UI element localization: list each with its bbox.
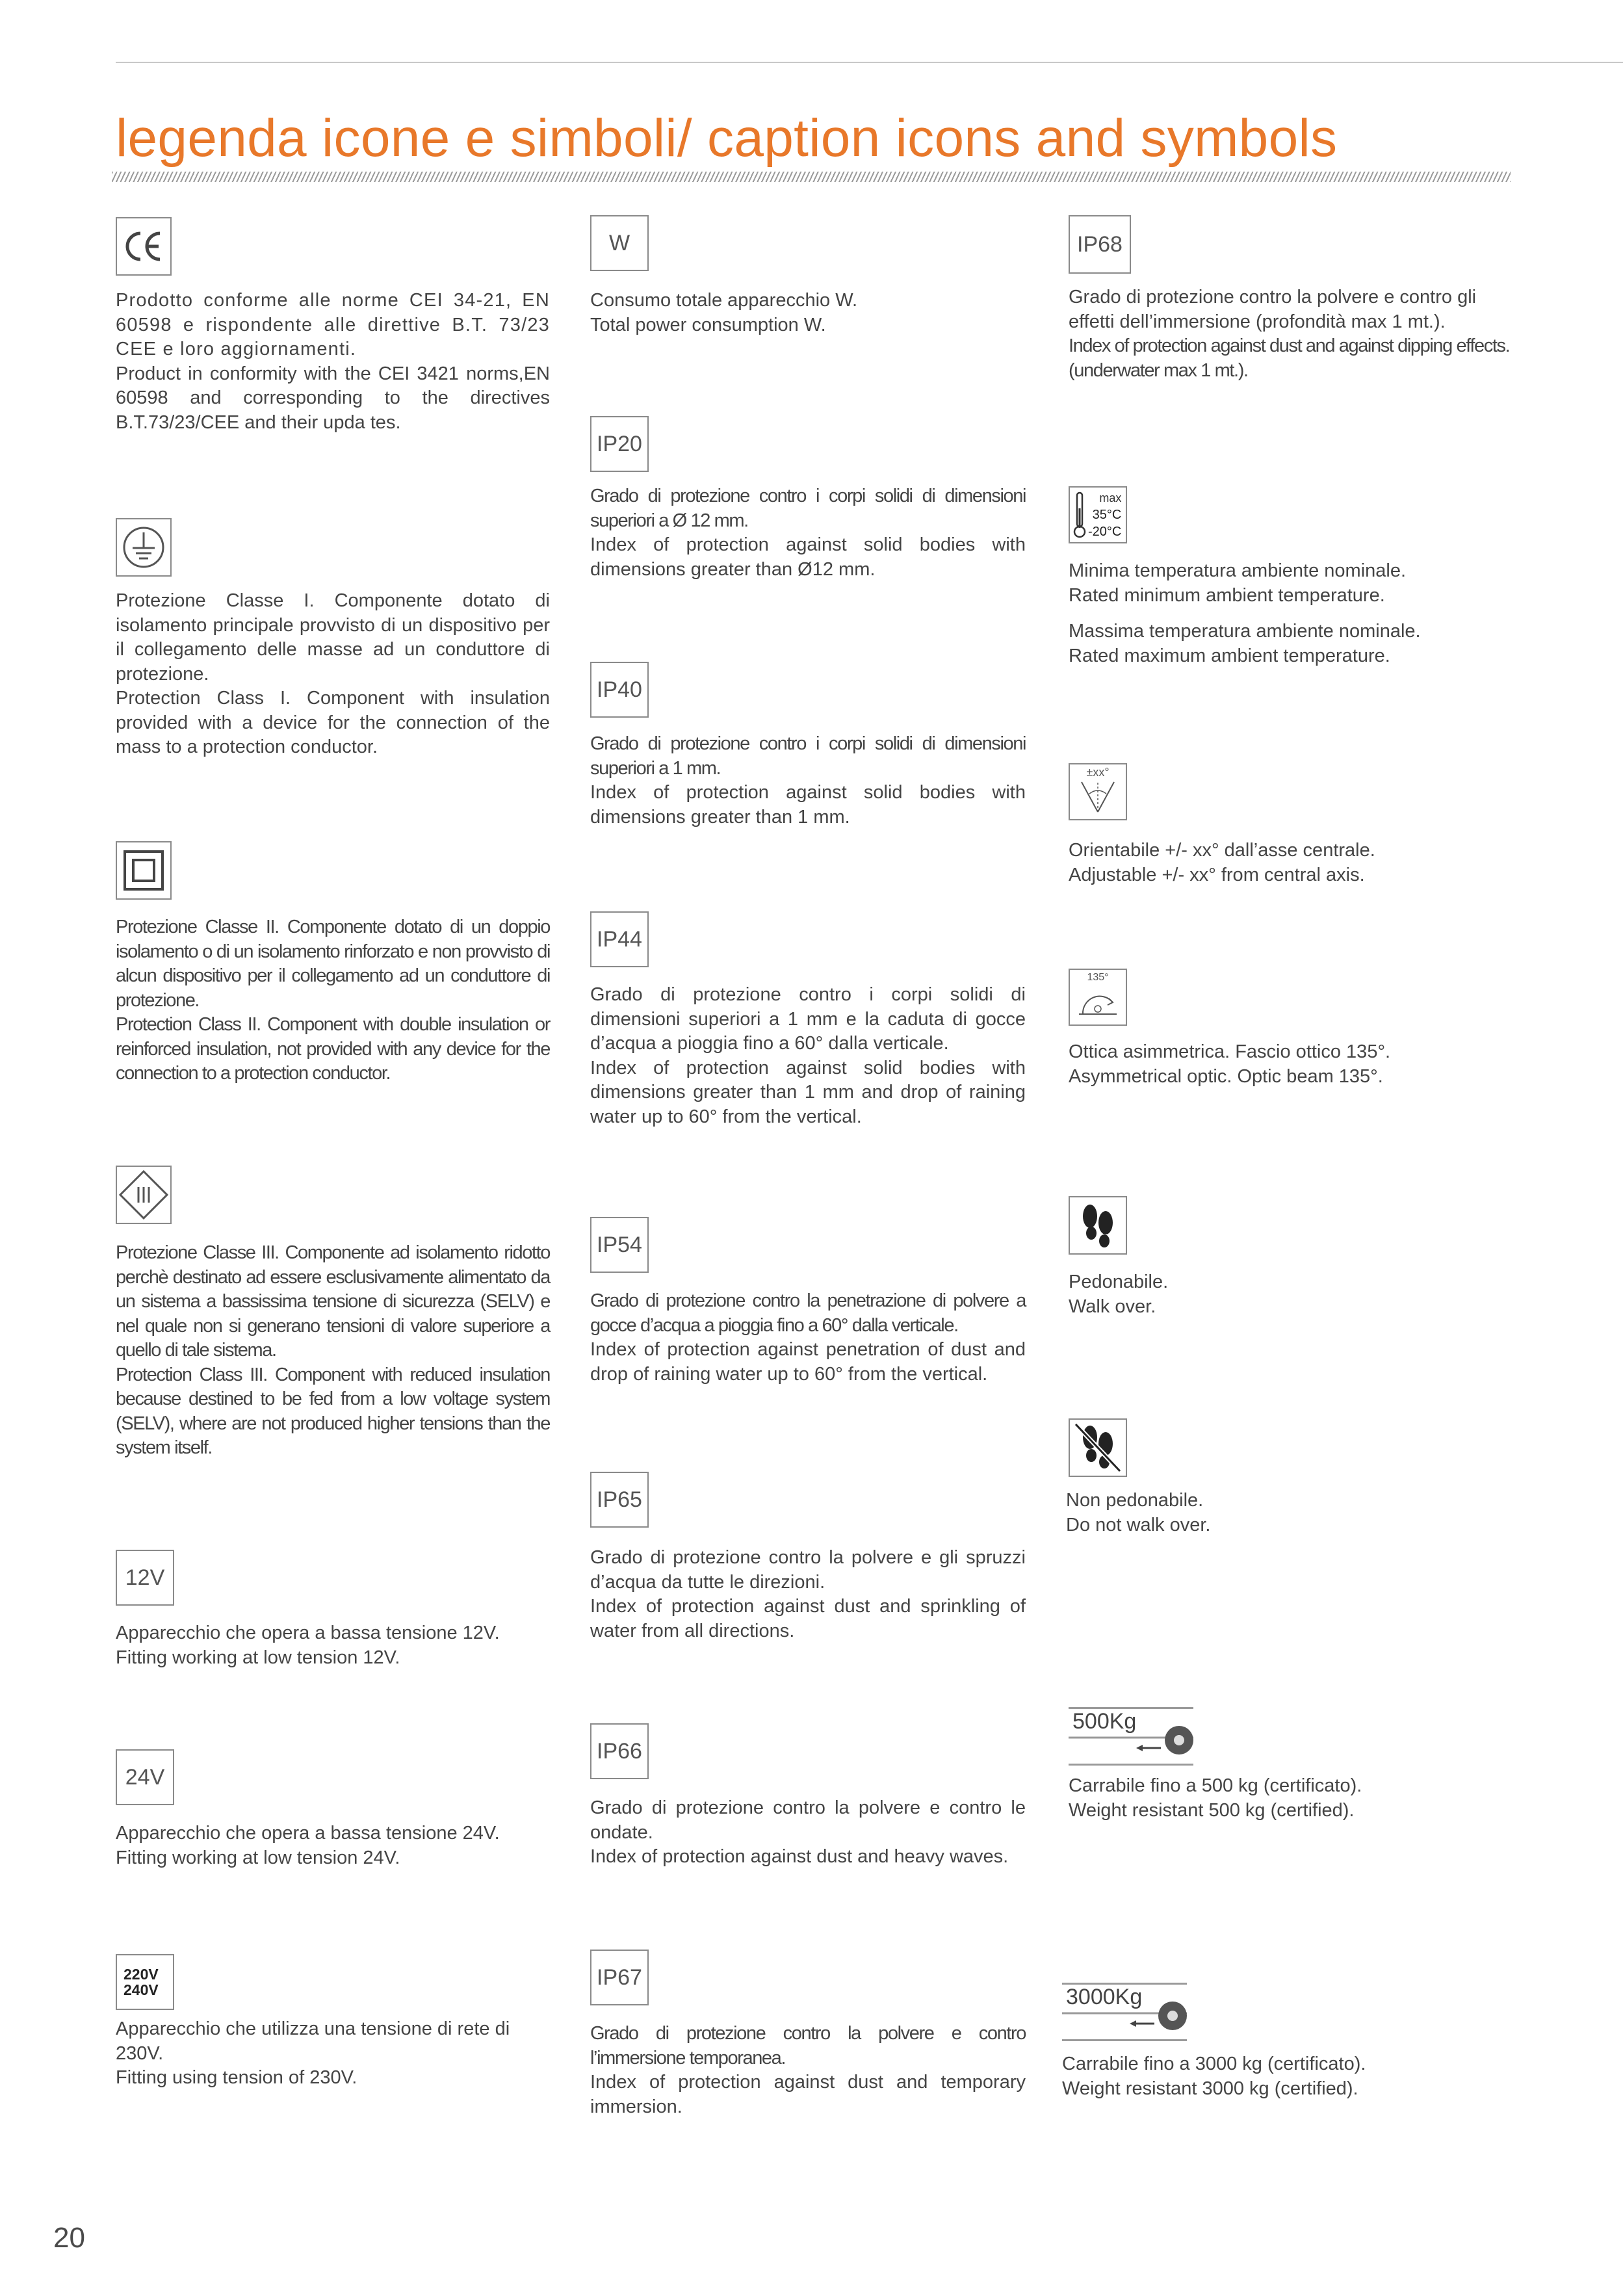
asymmetrical-optic-icon	[1069, 969, 1127, 1026]
ce-description	[116, 289, 550, 435]
ip68-description	[1069, 285, 1511, 383]
page-title: legenda icone e simboli/ caption icons and symbols	[116, 109, 1338, 168]
temp-min-text-en: Rated minimum ambient temperature.	[1069, 584, 1385, 606]
class2-text-it: Protezione Classe II. Componente dotato di un doppio isolamento o di un isolamento rinforzato e non provvisto di alcun dispositivo per il collegamento ad un conduttore di protezione.	[116, 917, 550, 1011]
230v-text-it: Apparecchio che utilizza una tensione di rete di 230V.	[116, 2018, 510, 2064]
watt-text-it: Consumo totale apparecchio W.	[590, 290, 858, 311]
class2-text-en: Protection Class II. Component with double insulation or reinforced insulation, not provided with any device for the connection to a protection conductor.	[116, 1014, 550, 1084]
24v-icon	[116, 1749, 174, 1805]
ip20-text-it: Grado di protezione contro i corpi solidi di dimensioni superiori a Ø 12 mm.	[590, 486, 1026, 531]
class1-text-en: Protection Class I. Component with insulation provided with a device for the connection of the mass to a protection conductor.	[116, 688, 550, 757]
230v-icon	[116, 1954, 174, 2010]
double-square-icon	[116, 841, 172, 900]
ip66-text-it: Grado di protezione contro la polvere e contro le ondate.	[590, 1797, 1026, 1843]
page-number: 20	[53, 2222, 85, 2254]
ip44-text-en: Index of protection against solid bodies with dimensions greater than 1 mm and drop of raining water up to 60° from the vertical.	[590, 1057, 1026, 1127]
ip65-description	[590, 1546, 1026, 1643]
ip54-description	[590, 1289, 1026, 1387]
ip66-icon	[590, 1723, 649, 1779]
ip67-label: IP67	[597, 1964, 642, 1990]
ip68-text-it: Grado di protezione contro la polvere e contro gli effetti dell’immersione (profondità max 1 mt.).	[1069, 287, 1477, 332]
ip20-text-en: Index of protection against solid bodies with dimensions greater than Ø12 mm.	[590, 534, 1026, 580]
12v-label: 12V	[125, 1565, 165, 1590]
24v-text-it: Apparecchio che opera a bassa tensione 24V.	[116, 1823, 500, 1844]
ce-text-en: Product in conformity with the CEI 3421 norms,EN 60598 and corresponding to the directives B.T.73/23/CEE and their upda tes.	[116, 363, 550, 433]
watt-description	[590, 289, 1026, 337]
ip65-icon	[590, 1472, 649, 1528]
ip20-label: IP20	[597, 431, 642, 456]
ip68-icon	[1069, 215, 1131, 274]
watt-label: W	[608, 230, 630, 255]
w3000-text-it: Carrabile fino a 3000 kg (certificato).	[1062, 2054, 1366, 2074]
class1-text-it: Protezione Classe I. Componente dotato di isolamento principale provvisto di un dispositivo per il collegamento delle masse ad un conduttore di protezione.	[116, 590, 550, 685]
ip40-icon	[590, 662, 649, 718]
nowalk-text-it: Non pedonabile.	[1066, 1490, 1204, 1511]
ip54-text-it: Grado di protezione contro la penetrazione di polvere a gocce d’acqua a pioggia fino a 60° dalla verticale.	[590, 1290, 1026, 1336]
ip40-text-it: Grado di protezione contro i corpi solidi di dimensioni superiori a 1 mm.	[590, 733, 1026, 779]
w3000-text-en: Weight resistant 3000 kg (certified).	[1062, 2078, 1358, 2099]
ce-text-it: Prodotto conforme alle norme CEI 34-21, EN 60598 e rispondente alle direttive B.T. 73/23 CEE e loro aggiornamenti.	[116, 290, 550, 359]
230v-text-en: Fitting using tension of 230V.	[116, 2067, 357, 2088]
thermometer-icon	[1069, 486, 1127, 543]
temp-min-text-it: Minima temperatura ambiente nominale.	[1069, 560, 1407, 581]
12v-text-en: Fitting working at low tension 12V.	[116, 1647, 400, 1668]
ip67-icon	[590, 1950, 649, 2005]
ip20-icon	[590, 416, 649, 472]
asymmetrical-description	[1069, 1040, 1511, 1089]
class3-description	[116, 1241, 550, 1461]
watt-text-en: Total power consumption W.	[590, 314, 826, 335]
12v-text-it: Apparecchio che opera a bassa tensione 12V.	[116, 1623, 500, 1643]
ip68-text-en: Index of protection against dust and against dipping effects. (underwater max 1 mt.).	[1069, 335, 1510, 381]
class3-text-it: Protezione Classe III. Componente ad isolamento ridotto perchè destinato ad essere esclusivamente alimentato da un sistema a bassissima tensione di sicurezza (SELV) e nel quale non si generano tensioni di valore superiore a quello di tale sistema.	[116, 1242, 550, 1361]
temperature-description	[1069, 559, 1511, 668]
adjust-text-en: Adjustable +/- xx° from central axis.	[1069, 864, 1365, 885]
no-walk-icon	[1069, 1418, 1127, 1477]
walk-text-en: Walk over.	[1069, 1296, 1156, 1317]
walkover-description	[1069, 1270, 1511, 1319]
adjustable-angle-icon	[1069, 763, 1127, 820]
temp-hi-label: 35°C	[1092, 508, 1122, 522]
24v-text-en: Fitting working at low tension 24V.	[116, 1847, 400, 1868]
footprints-icon	[1069, 1196, 1127, 1255]
ip40-description	[590, 732, 1026, 829]
ip67-text-en: Index of protection against dust and temporary immersion.	[590, 2072, 1026, 2117]
ip65-text-en: Index of protection against dust and sprinkling of water from all directions.	[590, 1596, 1026, 1641]
asym-symbol: 135°	[1087, 972, 1109, 983]
temp-lo-label: -20°C	[1088, 525, 1122, 539]
12v-icon	[116, 1550, 174, 1606]
ip67-description	[590, 2022, 1026, 2119]
24v-label: 24V	[125, 1764, 165, 1790]
weight-3000kg-label: 3000Kg	[1066, 1985, 1143, 2009]
w500-text-en: Weight resistant 500 kg (certified).	[1069, 1799, 1355, 1821]
ip54-icon	[590, 1217, 649, 1273]
ip44-description	[590, 983, 1026, 1129]
w500-text-it: Carrabile fino a 500 kg (certificato).	[1069, 1775, 1362, 1796]
nowalk-text-en: Do not walk over.	[1066, 1514, 1211, 1535]
no-walkover-description	[1066, 1489, 1508, 1537]
ip68-label: IP68	[1077, 231, 1123, 257]
230v-description	[116, 2017, 550, 2091]
watt-icon	[590, 215, 649, 271]
adjust-symbol: ±xx°	[1086, 766, 1110, 779]
weight-500kg-description	[1069, 1774, 1511, 1823]
weight-500kg-label: 500Kg	[1072, 1709, 1137, 1734]
ip40-text-en: Index of protection against solid bodies with dimensions greater than 1 mm.	[590, 782, 1026, 828]
temp-max-text-en: Rated maximum ambient temperature.	[1069, 645, 1390, 666]
walk-text-it: Pedonabile.	[1069, 1272, 1169, 1292]
asym-text-en: Asymmetrical optic. Optic beam 135°.	[1069, 1065, 1383, 1087]
ip44-label: IP44	[597, 926, 642, 952]
ip54-label: IP54	[597, 1232, 642, 1257]
ip40-label: IP40	[597, 677, 642, 702]
240v-label: 240V	[123, 1981, 159, 1998]
ce-mark-icon	[116, 217, 172, 276]
adjustable-description	[1069, 839, 1511, 887]
weight-500kg-icon	[1069, 1707, 1193, 1766]
ip20-description	[590, 484, 1026, 582]
class3-diamond-icon	[116, 1166, 172, 1224]
temp-max-label: max	[1099, 491, 1122, 504]
ip66-label: IP66	[597, 1738, 642, 1764]
ip67-text-it: Grado di protezione contro la polvere e contro l’immersione temporanea.	[590, 2023, 1026, 2068]
220v-label: 220V	[123, 1966, 159, 1983]
class2-description	[116, 915, 550, 1086]
ip66-description	[590, 1796, 1026, 1870]
ip65-text-it: Grado di protezione contro la polvere e gli spruzzi d’acqua da tutte le direzioni.	[590, 1547, 1026, 1593]
class3-text-en: Protection Class III. Component with reduced insulation because destined to be fed from a low voltage system (SELV), where are not produced higher tensions than the system itself.	[116, 1364, 550, 1458]
asym-text-it: Ottica asimmetrica. Fascio ottico 135°.	[1069, 1041, 1391, 1062]
temp-max-text-it: Massima temperatura ambiente nominale.	[1069, 621, 1421, 642]
ip44-icon	[590, 911, 649, 967]
class1-description	[116, 589, 550, 760]
weight-3000kg-icon	[1062, 1983, 1187, 2041]
12v-description	[116, 1621, 550, 1670]
hatched-divider	[112, 172, 1511, 182]
ip44-text-it: Grado di protezione contro i corpi solidi di dimensioni superiori a 1 mm e la caduta di gocce d’acqua a pioggia fino a 60° dalla verticale.	[590, 984, 1026, 1054]
24v-description	[116, 1821, 550, 1870]
adjust-text-it: Orientabile +/- xx° dall’asse centrale.	[1069, 840, 1375, 861]
weight-3000kg-description	[1062, 2052, 1504, 2101]
ip54-text-en: Index of protection against penetration of dust and drop of raining water up to 60° from the vertical.	[590, 1339, 1026, 1385]
top-rule	[116, 62, 1623, 63]
earth-ground-icon	[116, 518, 172, 577]
ip66-text-en: Index of protection against dust and heavy waves.	[590, 1846, 1009, 1867]
ip65-label: IP65	[597, 1487, 642, 1512]
